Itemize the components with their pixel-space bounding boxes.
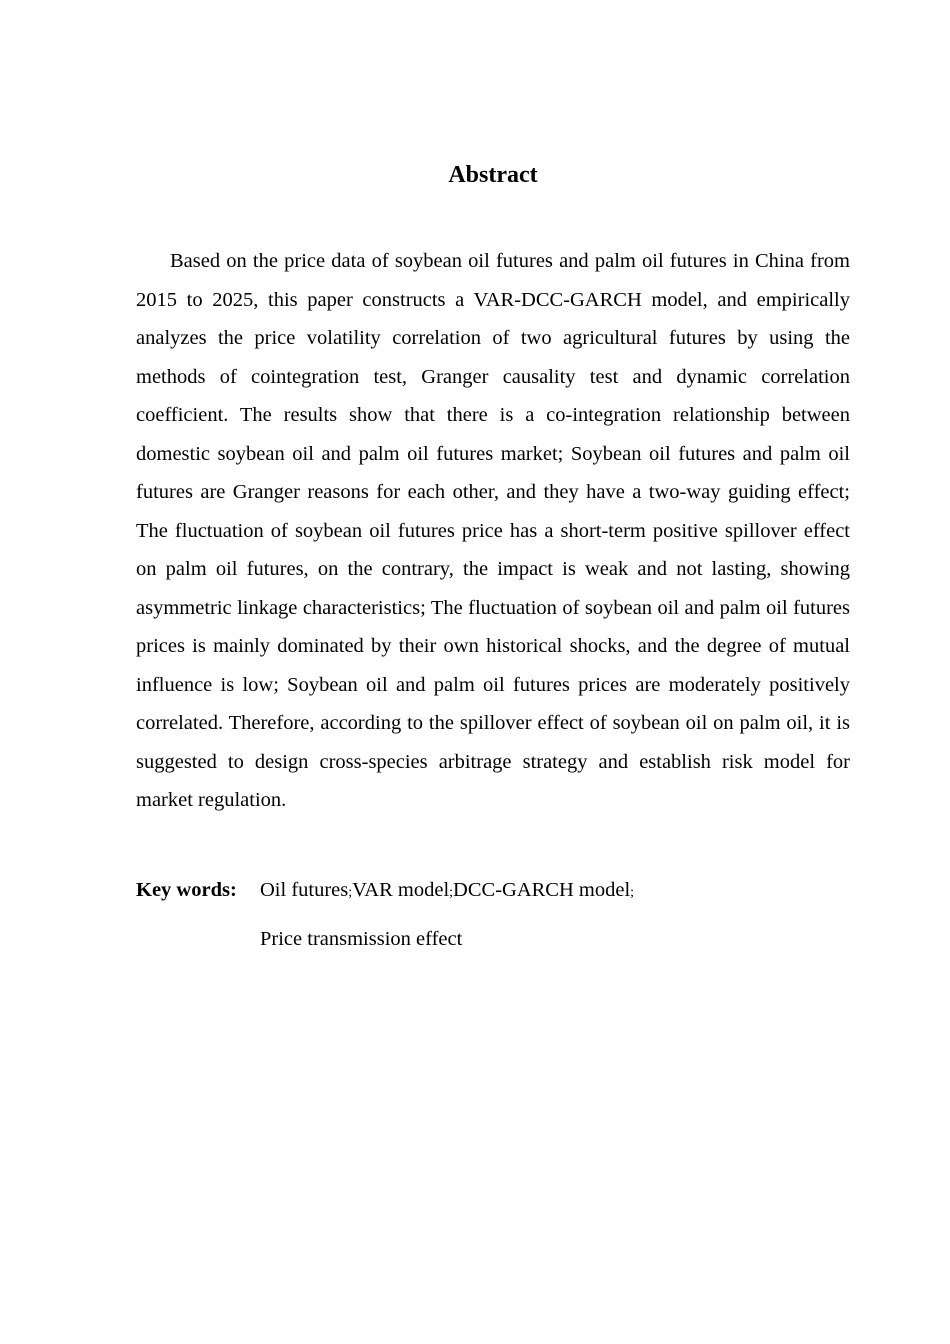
keyword-separator: ; — [348, 885, 353, 900]
keyword-separator: ; — [630, 885, 635, 900]
abstract-body: Based on the price data of soybean oil futures and palm oil futures in China from 2015 to 2025, this paper constructs a VAR-DCC-GARCH model, and empirically analyzes the price volatility correlation of two agricultural futures by using the methods of cointegration test, Granger causality test and dynamic correlation coefficient. The results show that there is a co-integration relationship between domestic soybean oil and palm oil futures market; Soybean oil futures and palm oil futures are Granger reasons for each other, and they have a two-way guiding effect; The fluctuation of soybean oil futures price has a short-term positive spillover effect on palm oil futures, on the contrary, the impact is weak and not lasting, showing asymmetric linkage characteristics; The fluctuation of soybean oil and palm oil futures prices is mainly dominated by their own historical shocks, and the degree of mutual influence is low; Soybean oil and palm oil futures prices are moderately positively correlated. Therefore, according to the spillover effect of soybean oil on palm oil, it is suggested to design cross-species arbitrage strategy and establish risk model for market regulation. — [136, 250, 850, 811]
keyword-item: Oil futures — [260, 879, 349, 901]
keywords-label: Key words: — [136, 879, 237, 901]
keywords-line — [136, 871, 850, 913]
keyword-item: DCC-GARCH model — [453, 879, 631, 901]
keywords-continuation — [260, 920, 462, 959]
abstract-title: Abstract — [448, 162, 538, 188]
keyword-item: Price transmission effect — [260, 928, 463, 950]
keyword-separator: ; — [449, 885, 454, 900]
keyword-item: VAR model — [352, 879, 450, 901]
